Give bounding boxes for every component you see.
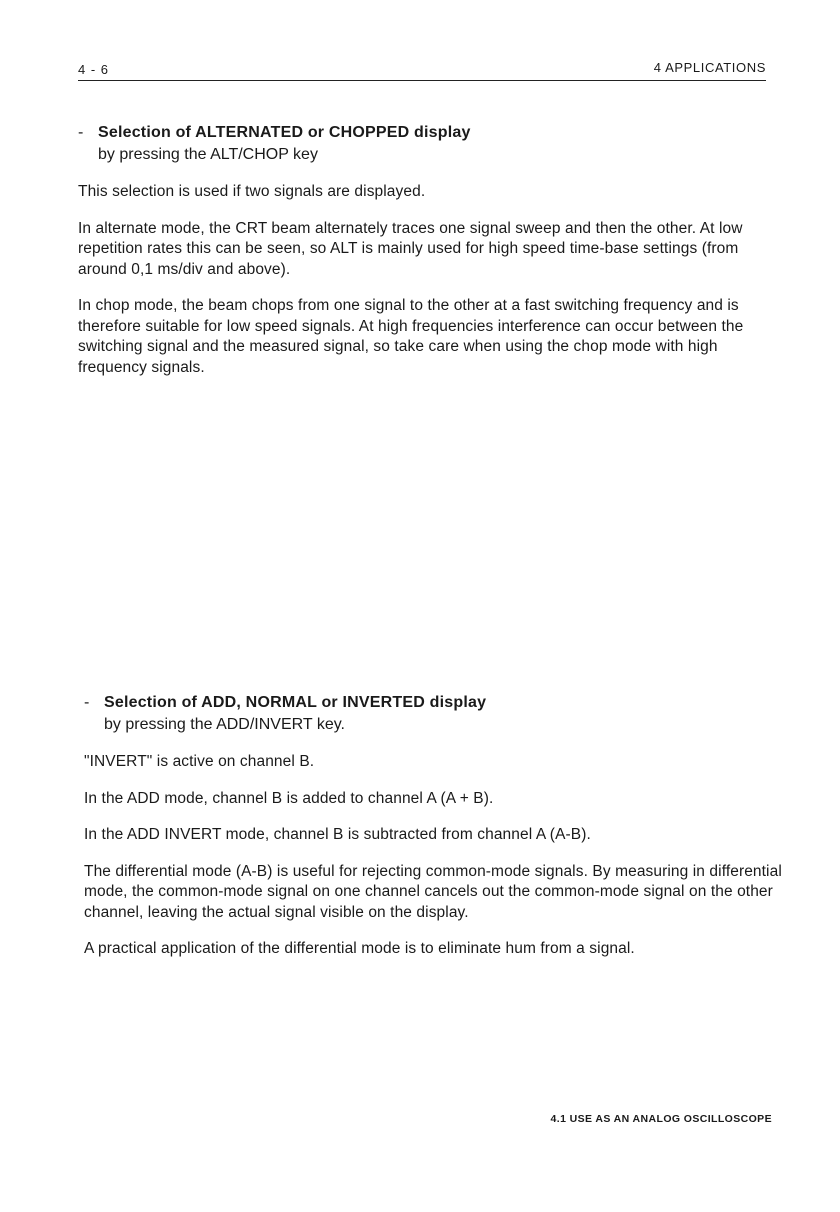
section-subheading: by pressing the ALT/CHOP key bbox=[98, 146, 318, 163]
paragraph: In alternate mode, the CRT beam alternately traces one signal sweep and then the other. At low repetition rates this can be seen, so ALT is mainly used for high speed time-base settings (from around 0,1 ms/div and above). bbox=[78, 219, 743, 278]
paragraph: In the ADD mode, channel B is added to channel A (A + B). bbox=[84, 789, 494, 807]
paragraph: This selection is used if two signals are displayed. bbox=[78, 183, 426, 200]
paragraph: In the ADD INVERT mode, channel B is subtracted from channel A (A-B). bbox=[84, 826, 591, 843]
page-number: 4 - 6 bbox=[78, 62, 110, 77]
section-add-invert bbox=[84, 692, 784, 976]
bullet-dash: - bbox=[84, 694, 90, 711]
section-heading-text: Selection of ALTERNATED or CHOPPED display bbox=[98, 124, 471, 141]
page-footer: 4.1 USE AS AN ANALOG OSCILLOSCOPE bbox=[550, 1113, 772, 1125]
section-heading bbox=[78, 122, 778, 144]
bullet-dash: - bbox=[78, 124, 84, 141]
section-alt-chop bbox=[78, 122, 778, 394]
paragraph: The differential mode (A-B) is useful for rejecting common-mode signals. By measuring in differential mode, the common-mode signal on one channel cancels out the common-mode signal on the other channel, leaving the actual signal visible on the display. bbox=[84, 862, 782, 921]
paragraph: A practical application of the differential mode is to eliminate hum from a signal. bbox=[84, 940, 635, 957]
section-heading bbox=[84, 692, 784, 714]
paragraph: In chop mode, the beam chops from one signal to the other at a fast switching frequency and is therefore suitable for low speed signals. At high frequencies interference can occur between the switching signal and the measured signal, so take care when using the chop mode with high frequency signals. bbox=[78, 297, 744, 376]
section-heading-text: Selection of ADD, NORMAL or INVERTED display bbox=[104, 694, 487, 711]
section-subheading: by pressing the ADD/INVERT key. bbox=[104, 716, 345, 733]
page-header bbox=[78, 58, 766, 81]
chapter-title: 4 APPLICATIONS bbox=[653, 60, 766, 75]
paragraph: "INVERT" is active on channel B. bbox=[84, 753, 315, 770]
